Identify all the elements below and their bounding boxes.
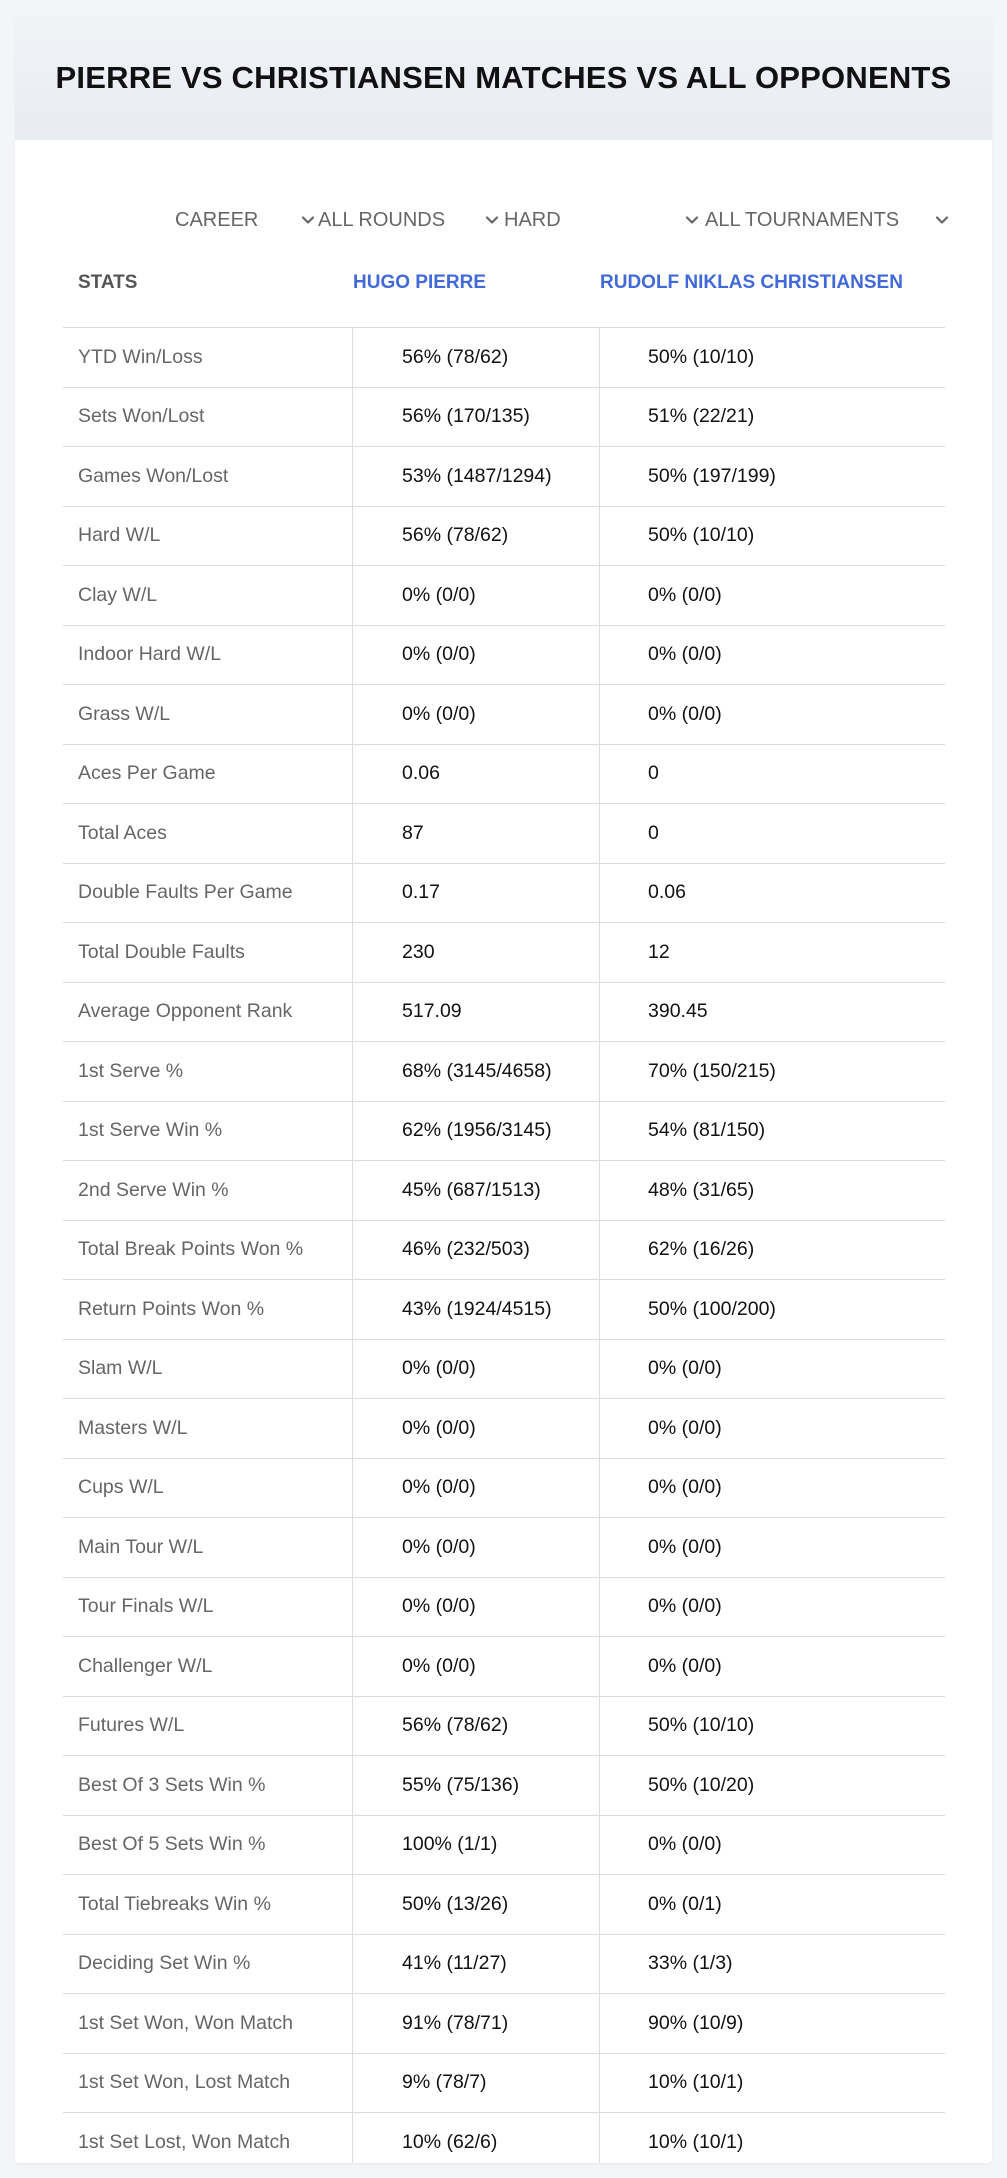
player2-value: 0 xyxy=(648,762,659,785)
column-divider xyxy=(352,1935,353,1994)
column-divider xyxy=(352,1340,353,1399)
filter-dropdown-tournaments[interactable] xyxy=(705,185,950,255)
table-row xyxy=(63,1815,945,1875)
table-row xyxy=(63,1160,945,1220)
stat-label: Aces Per Game xyxy=(78,762,216,785)
column-divider xyxy=(352,1102,353,1161)
column-divider xyxy=(599,1816,600,1875)
table-row xyxy=(63,1101,945,1161)
column-divider xyxy=(599,1221,600,1280)
column-divider xyxy=(352,804,353,863)
table-row xyxy=(63,1993,945,2053)
column-divider xyxy=(352,983,353,1042)
chevron-down-icon xyxy=(484,212,500,228)
player2-value: 0% (0/0) xyxy=(648,1654,722,1677)
table-row xyxy=(63,446,945,506)
stat-label: 1st Serve Win % xyxy=(78,1119,223,1142)
table-row xyxy=(63,1517,945,1577)
player2-value: 50% (10/10) xyxy=(648,524,755,547)
player2-value: 12 xyxy=(648,940,670,963)
column-divider xyxy=(599,1399,600,1458)
table-row xyxy=(63,1636,945,1696)
column-divider xyxy=(352,1459,353,1518)
stat-label: Total Aces xyxy=(78,821,167,844)
player2-value: 50% (197/199) xyxy=(648,464,776,487)
player1-value: 45% (687/1513) xyxy=(402,1178,541,1201)
table-row xyxy=(63,625,945,685)
column-divider xyxy=(599,388,600,447)
stat-label: 2nd Serve Win % xyxy=(78,1178,229,1201)
column-divider xyxy=(599,1340,600,1399)
column-divider xyxy=(599,1935,600,1994)
stat-label: Total Double Faults xyxy=(78,940,245,963)
player1-value: 56% (78/62) xyxy=(402,345,509,368)
column-divider xyxy=(352,507,353,566)
player1-value: 56% (78/62) xyxy=(402,524,509,547)
column-divider xyxy=(352,1637,353,1696)
filter-dropdown-surface[interactable] xyxy=(504,185,700,255)
player1-value: 41% (11/27) xyxy=(402,1952,507,1975)
column-divider xyxy=(599,923,600,982)
stat-label: Best Of 3 Sets Win % xyxy=(78,1773,266,1796)
stat-label: Clay W/L xyxy=(78,583,158,606)
player2-value: 0% (0/0) xyxy=(648,1476,722,1499)
player1-value: 43% (1924/4515) xyxy=(402,1297,552,1320)
table-row xyxy=(63,803,945,863)
player2-value: 0% (0/0) xyxy=(648,643,722,666)
player2-value: 50% (100/200) xyxy=(648,1297,776,1320)
column-divider xyxy=(352,388,353,447)
column-header-stats: STATS xyxy=(78,272,138,293)
stat-label: 1st Set Won, Won Match xyxy=(78,2011,293,2034)
player2-value: 0 xyxy=(648,821,659,844)
column-divider xyxy=(352,2113,353,2163)
filter-label: CAREER xyxy=(175,208,259,231)
stat-label: Return Points Won % xyxy=(78,1297,265,1320)
column-divider xyxy=(599,1102,600,1161)
stat-label: 1st Serve % xyxy=(78,1059,184,1082)
player2-value: 0.06 xyxy=(648,881,686,904)
stat-label: Hard W/L xyxy=(78,524,161,547)
table-body xyxy=(63,327,945,2163)
filter-dropdown-period[interactable] xyxy=(175,185,316,255)
column-divider xyxy=(352,1875,353,1934)
player1-value: 0% (0/0) xyxy=(402,1357,476,1380)
table-row xyxy=(63,922,945,982)
column-divider xyxy=(599,685,600,744)
filter-label: HARD xyxy=(504,208,561,231)
table-row xyxy=(63,387,945,447)
stat-label: Cups W/L xyxy=(78,1476,164,1499)
stat-label: YTD Win/Loss xyxy=(78,345,203,368)
column-divider xyxy=(599,1637,600,1696)
player1-value: 53% (1487/1294) xyxy=(402,464,552,487)
column-divider xyxy=(352,1161,353,1220)
player2-value: 70% (150/215) xyxy=(648,1059,776,1082)
player1-value: 91% (78/71) xyxy=(402,2011,509,2034)
table-row xyxy=(63,744,945,804)
column-divider xyxy=(599,1994,600,2053)
player1-value: 68% (3145/4658) xyxy=(402,1059,552,1082)
table-row xyxy=(63,1041,945,1101)
column-divider xyxy=(352,685,353,744)
player1-value: 55% (75/136) xyxy=(402,1773,520,1796)
column-divider xyxy=(599,328,600,387)
column-divider xyxy=(352,1221,353,1280)
stat-label: Total Tiebreaks Win % xyxy=(78,1892,271,1915)
player1-value: 0% (0/0) xyxy=(402,702,476,725)
player2-value: 54% (81/150) xyxy=(648,1119,766,1142)
stat-label: Double Faults Per Game xyxy=(78,881,293,904)
column-divider xyxy=(352,1042,353,1101)
player2-value: 0% (0/0) xyxy=(648,1833,722,1856)
table-row xyxy=(63,506,945,566)
stat-label: Tour Finals W/L xyxy=(78,1595,214,1618)
column-divider xyxy=(599,1161,600,1220)
column-divider xyxy=(599,626,600,685)
player2-value: 10% (10/1) xyxy=(648,2130,744,2153)
column-divider xyxy=(599,1280,600,1339)
player1-value: 50% (13/26) xyxy=(402,1892,509,1915)
column-header-player2[interactable]: RUDOLF NIKLAS CHRISTIANSEN xyxy=(600,272,903,293)
table-row xyxy=(63,2112,945,2163)
stats-card xyxy=(15,15,992,2163)
player2-value: 0% (0/0) xyxy=(648,1357,722,1380)
column-divider xyxy=(352,328,353,387)
column-divider xyxy=(599,1875,600,1934)
page-header xyxy=(15,15,992,140)
player2-value: 50% (10/20) xyxy=(648,1773,755,1796)
player1-value: 0.17 xyxy=(402,881,440,904)
column-divider xyxy=(599,745,600,804)
column-divider xyxy=(352,745,353,804)
column-divider xyxy=(599,1697,600,1756)
column-divider xyxy=(599,1459,600,1518)
player1-value: 0.06 xyxy=(402,762,440,785)
player1-value: 0% (0/0) xyxy=(402,1416,476,1439)
stat-label: Total Break Points Won % xyxy=(78,1238,304,1261)
table-row xyxy=(63,1755,945,1815)
table-row xyxy=(63,1398,945,1458)
table-row xyxy=(63,1696,945,1756)
column-divider xyxy=(352,1756,353,1815)
player2-value: 51% (22/21) xyxy=(648,405,755,428)
player1-value: 56% (78/62) xyxy=(402,1714,509,1737)
table-row xyxy=(63,327,945,387)
chevron-down-icon xyxy=(684,212,700,228)
column-divider xyxy=(352,566,353,625)
table-header xyxy=(63,251,945,327)
player2-value: 0% (0/0) xyxy=(648,702,722,725)
player2-value: 90% (10/9) xyxy=(648,2011,744,2034)
column-divider xyxy=(599,2113,600,2163)
player1-value: 46% (232/503) xyxy=(402,1238,530,1261)
column-divider xyxy=(352,2054,353,2113)
player1-value: 0% (0/0) xyxy=(402,643,476,666)
column-divider xyxy=(352,1518,353,1577)
player1-value: 100% (1/1) xyxy=(402,1833,498,1856)
column-divider xyxy=(352,1994,353,2053)
stats-table xyxy=(63,251,945,2163)
player1-value: 9% (78/7) xyxy=(402,2071,487,2094)
player2-value: 0% (0/0) xyxy=(648,1535,722,1558)
player2-value: 48% (31/65) xyxy=(648,1178,755,1201)
stat-label: 1st Set Lost, Won Match xyxy=(78,2130,291,2153)
stat-label: Best Of 5 Sets Win % xyxy=(78,1833,266,1856)
column-divider xyxy=(599,507,600,566)
player1-value: 0% (0/0) xyxy=(402,1595,476,1618)
player2-value: 10% (10/1) xyxy=(648,2071,744,2094)
table-row xyxy=(63,982,945,1042)
column-divider xyxy=(599,1042,600,1101)
table-row xyxy=(63,1934,945,1994)
table-row xyxy=(63,2053,945,2113)
player2-value: 0% (0/0) xyxy=(648,583,722,606)
player1-value: 87 xyxy=(402,821,424,844)
column-divider xyxy=(599,983,600,1042)
column-divider xyxy=(599,1578,600,1637)
player1-value: 62% (1956/3145) xyxy=(402,1119,552,1142)
table-row xyxy=(63,1874,945,1934)
column-divider xyxy=(352,626,353,685)
column-divider xyxy=(599,804,600,863)
player1-value: 0% (0/0) xyxy=(402,583,476,606)
player1-value: 56% (170/135) xyxy=(402,405,530,428)
filter-label: ALL ROUNDS xyxy=(318,208,446,231)
player1-value: 0% (0/0) xyxy=(402,1535,476,1558)
stat-label: Deciding Set Win % xyxy=(78,1952,251,1975)
stat-label: Masters W/L xyxy=(78,1416,188,1439)
player2-value: 62% (16/26) xyxy=(648,1238,755,1261)
filter-label: ALL TOURNAMENTS xyxy=(705,208,900,231)
table-row xyxy=(63,863,945,923)
player1-value: 0% (0/0) xyxy=(402,1654,476,1677)
player1-value: 0% (0/0) xyxy=(402,1476,476,1499)
column-divider xyxy=(599,566,600,625)
column-divider xyxy=(599,1756,600,1815)
player2-value: 0% (0/0) xyxy=(648,1416,722,1439)
stat-label: Grass W/L xyxy=(78,702,171,725)
filter-bar xyxy=(15,185,992,255)
player1-value: 230 xyxy=(402,940,435,963)
stat-label: Sets Won/Lost xyxy=(78,405,205,428)
column-divider xyxy=(352,1697,353,1756)
stat-label: Slam W/L xyxy=(78,1357,163,1380)
player1-value: 10% (62/6) xyxy=(402,2130,498,2153)
page-title: PIERRE VS CHRISTIANSEN MATCHES VS ALL OPPONENTS xyxy=(55,59,952,95)
stat-label: Main Tour W/L xyxy=(78,1535,204,1558)
chevron-down-icon xyxy=(934,212,950,228)
player2-value: 50% (10/10) xyxy=(648,345,755,368)
player1-value: 517.09 xyxy=(402,1000,462,1023)
table-row xyxy=(63,565,945,625)
column-divider xyxy=(599,864,600,923)
column-divider xyxy=(352,1578,353,1637)
stat-label: Challenger W/L xyxy=(78,1654,213,1677)
column-divider xyxy=(352,1280,353,1339)
table-row xyxy=(63,1577,945,1637)
table-row xyxy=(63,1279,945,1339)
chevron-down-icon xyxy=(300,212,316,228)
column-header-player1[interactable]: HUGO PIERRE xyxy=(353,272,487,293)
player2-value: 50% (10/10) xyxy=(648,1714,755,1737)
player2-value: 0% (0/1) xyxy=(648,1892,722,1915)
column-divider xyxy=(352,447,353,506)
stat-label: Futures W/L xyxy=(78,1714,185,1737)
column-divider xyxy=(599,2054,600,2113)
column-divider xyxy=(352,1816,353,1875)
column-divider xyxy=(352,923,353,982)
column-divider xyxy=(599,1518,600,1577)
player2-value: 0% (0/0) xyxy=(648,1595,722,1618)
column-divider xyxy=(352,864,353,923)
column-divider xyxy=(599,447,600,506)
stat-label: Average Opponent Rank xyxy=(78,1000,293,1023)
filter-dropdown-rounds[interactable] xyxy=(318,185,500,255)
column-divider xyxy=(352,1399,353,1458)
stat-label: 1st Set Won, Lost Match xyxy=(78,2071,291,2094)
stat-label: Indoor Hard W/L xyxy=(78,643,222,666)
table-row xyxy=(63,1458,945,1518)
table-row xyxy=(63,1339,945,1399)
player2-value: 33% (1/3) xyxy=(648,1952,733,1975)
table-row xyxy=(63,684,945,744)
player2-value: 390.45 xyxy=(648,1000,708,1023)
stat-label: Games Won/Lost xyxy=(78,464,229,487)
table-row xyxy=(63,1220,945,1280)
